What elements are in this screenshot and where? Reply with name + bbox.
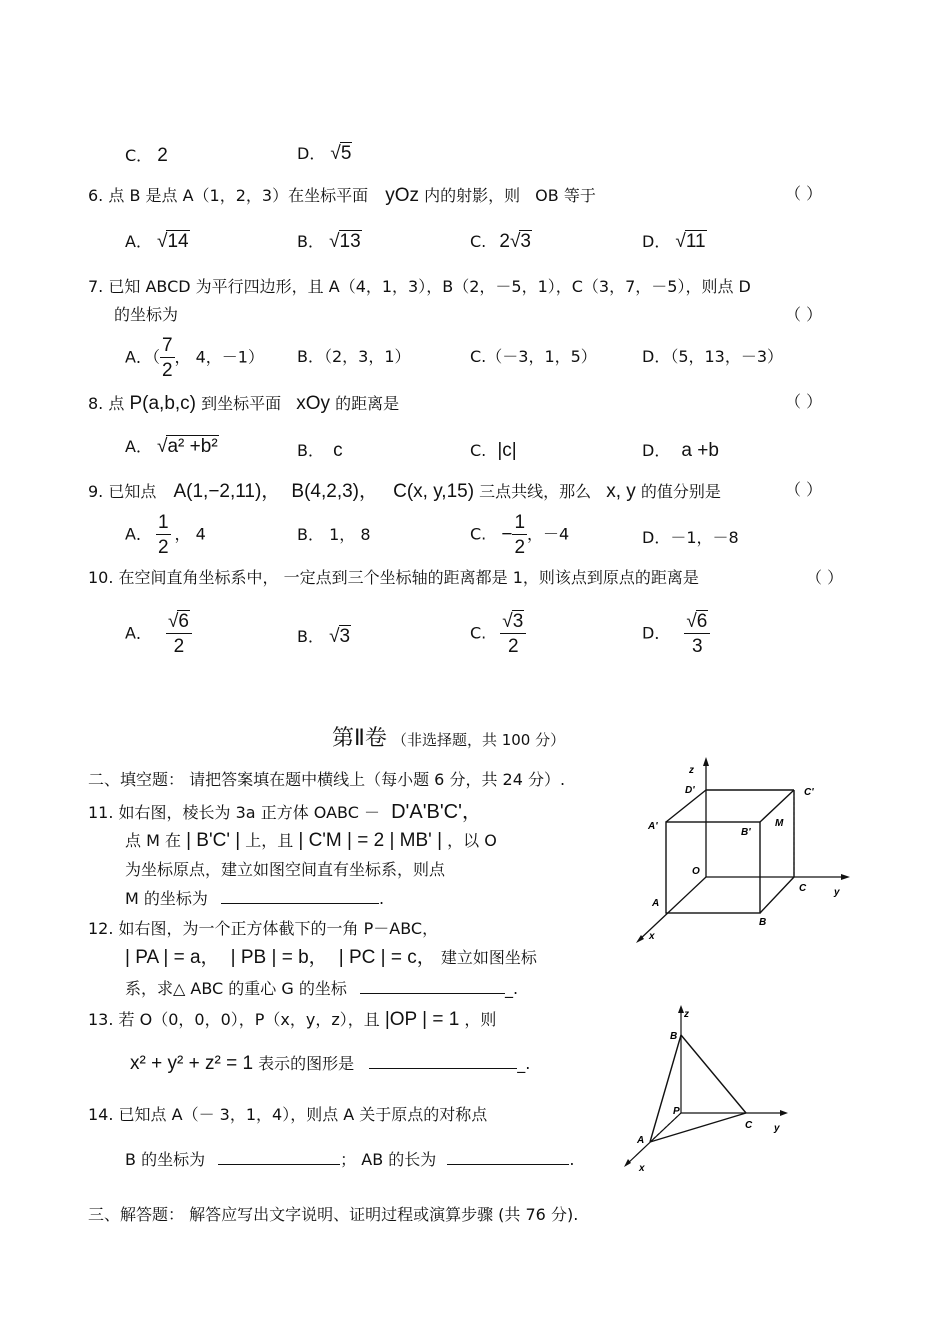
q7-option-a (125, 336, 264, 380)
q13-line-2 (130, 1054, 530, 1073)
q10-option-d: D． $\frac{√6}{3}$ (642, 612, 710, 656)
cube-label-a: A (652, 898, 660, 909)
part2-title (332, 728, 565, 750)
q7-text-2: 的坐标为 (114, 305, 179, 324)
q5-d-radicand: 5 (340, 143, 352, 164)
q9-c-label: C. (470, 524, 487, 544)
q6-answer-paren: （ ） (785, 184, 823, 203)
q10-c-radicand: 3 (512, 611, 524, 632)
q11-text-2c: ，以 O (447, 831, 497, 850)
q9-option-d: D．－1，－8 (642, 528, 739, 547)
q6-b-radicand: 13 (339, 231, 361, 252)
q10-option-c: C. $\frac{√3}{2}$ (470, 612, 526, 656)
q6-a-radicand: 14 (167, 231, 189, 252)
q6-ob: OB (535, 186, 559, 205)
q6-d-radicand: 11 (685, 231, 706, 252)
q12-line-3 (125, 981, 518, 997)
q9-text-3: 的值分别是 (640, 482, 721, 501)
q9-xy: x, y (606, 481, 636, 502)
q6-option-c: C. 2√3 (470, 231, 531, 252)
q9-point-a: A(1,−2,11)， (173, 481, 281, 502)
q9-c-numerator: 1 (514, 512, 526, 533)
q10-a-label: A． (125, 623, 152, 643)
cube-label-o: O (692, 866, 700, 877)
q11-line-1 (88, 802, 482, 822)
q5-d-label: D． (297, 144, 326, 163)
q8-option-a: A． √a² +b² (125, 436, 218, 457)
q6-text-2: 内的射影，则 (424, 186, 521, 205)
q14-blank-b[interactable] (218, 1164, 340, 1165)
q5-c-label: C． (125, 146, 153, 165)
cube-label-b: B (759, 917, 767, 928)
q10-c-label: C. (470, 623, 487, 643)
part2-title-main: 第Ⅱ卷 (332, 726, 387, 751)
q6-d-label: D． (642, 232, 671, 251)
q9-text-2: 三点共线，那么 (479, 482, 592, 501)
cube-label-c: C (799, 883, 807, 894)
q10-answer-paren: （ ） (806, 568, 844, 587)
q8-option-c (470, 441, 517, 460)
q8-stem (88, 394, 399, 413)
q12-line-1: 12. 如右图，为一个正方体截下的一角 P－ABC， (88, 919, 439, 938)
q6-c-label: C. (470, 232, 487, 251)
q8-d-label: D． (642, 441, 671, 460)
q12-end: _. (504, 979, 519, 998)
q9-answer-paren: （ ） (785, 480, 823, 499)
q9-a-rest: ， 4 (174, 524, 206, 544)
q6-text-3: 等于 (563, 186, 596, 205)
q14-text-mid: ； AB 的长为 (340, 1150, 437, 1169)
corner-label-a: A (637, 1135, 645, 1146)
q7-number: 7. (88, 277, 104, 296)
corner-label-x: x (639, 1163, 645, 1173)
q8-c-value: |c| (497, 440, 517, 461)
q13-equation: x² + y² + z² = 1 (130, 1053, 254, 1074)
q7-text: 已知 ABCD 为平行四边形，且 A（4，1，3），B（2，－5，1），C（3，7，－5），则点 D (108, 277, 751, 296)
q9-option-b: B． 1， 8 (297, 525, 371, 544)
q11-answer-blank[interactable] (221, 903, 379, 904)
q7-stem (88, 279, 751, 295)
cube-label-a-prime: A' (648, 821, 658, 832)
q14-line-2 (125, 1152, 574, 1168)
q9-c-sign: − (501, 523, 513, 545)
q6-text: 点 B 是点 A（1，2，3）在坐标平面 (108, 186, 369, 205)
q10-number: 10. (88, 568, 114, 587)
q11-text-2: 点 M 在 (125, 831, 181, 850)
part2-subtitle: （非选择题，共 100 分） (391, 731, 566, 749)
q8-text: 点 (108, 394, 125, 413)
q12-answer-blank[interactable] (360, 993, 505, 994)
q13-op-norm: |OP | = 1 (384, 1009, 460, 1030)
q10-a-denominator: 2 (173, 636, 185, 657)
q7-a-rest: ， 4，－1） (174, 347, 264, 367)
q7-option-c: C.（－3，1，5） (470, 347, 597, 366)
corner-label-y: y (774, 1123, 780, 1134)
q13-answer-blank[interactable] (369, 1068, 517, 1069)
q11-text-4: M 的坐标为 (125, 889, 208, 908)
q11-text: 11. 如右图，棱长为 3a 正方体 OABC － (88, 803, 380, 822)
cube-diagram (634, 755, 852, 950)
cube-figure (634, 755, 852, 950)
q6-stem (88, 186, 596, 205)
q10-stem (88, 570, 699, 586)
cube-label-z: z (689, 765, 694, 776)
q6-number: 6. (88, 186, 104, 205)
q10-d-radicand: 6 (696, 611, 708, 632)
q6-plane: yOz (385, 185, 419, 206)
q8-option-b (297, 441, 343, 460)
cube-label-d-prime: D' (685, 785, 695, 796)
q9-c-denominator: 2 (514, 537, 526, 558)
q9-option-c (470, 513, 569, 557)
q7-a-numerator: 7 (161, 335, 173, 356)
q10-c-denominator: 2 (507, 636, 519, 657)
q11-period: . (379, 889, 385, 908)
q12-pc: | PC | = c， (338, 947, 436, 968)
q8-b-value: c (333, 440, 343, 461)
q13-text-2: 表示的图形是 (258, 1054, 355, 1073)
q14-line-1: 14. 已知点 A（－ 3，1，4），则点 A 关于原点的对称点 (88, 1105, 488, 1124)
q12-line-2 (125, 948, 537, 967)
q9-a-numerator: 1 (157, 512, 169, 533)
q10-option-b: B． √3 (297, 626, 351, 647)
q12-pb: | PB | = b， (230, 947, 328, 968)
corner-label-c: C (745, 1120, 753, 1131)
q8-text-3: 的距离是 (335, 394, 400, 413)
q7-answer-paren: （ ） (785, 305, 823, 324)
q6-option-d: D． √11 (642, 231, 706, 252)
cube-label-m: M (775, 818, 784, 829)
q8-option-d (642, 441, 719, 460)
q9-option-a (125, 513, 206, 557)
q8-point: P(a,b,c) (129, 393, 196, 414)
q11-ratio: | C'M | = 2 | MB' | (298, 830, 443, 851)
q11-text-2b: 上，且 (245, 831, 294, 850)
q10-text: 在空间直角坐标系中， 一定点到三个坐标轴的距离都是 1，则该点到原点的距离是 (118, 568, 699, 587)
q9-number: 9. (88, 482, 104, 501)
q8-plane: xOy (296, 393, 330, 414)
q9-c-rest: ，－4 (527, 524, 570, 544)
q13-end: _. (517, 1054, 531, 1073)
q9-stem (88, 482, 721, 501)
corner-diagram (622, 1003, 790, 1173)
section-3-heading: 三、解答题： 解答应写出文字说明、证明过程或演算步骤 (共 76 分). (88, 1205, 579, 1224)
q7-a-denominator: 2 (161, 360, 173, 381)
cube-label-y: y (834, 887, 840, 898)
q10-d-denominator: 3 (692, 636, 703, 657)
q6-option-a: A． √14 (125, 231, 189, 252)
q13-text-1b: ，则 (464, 1010, 497, 1029)
q13-text: 13. 若 O（0，0，0），P（x，y，z），且 (88, 1010, 380, 1029)
section-2-heading: 二、填空题： 请把答案填在题中横线上（每小题 6 分，共 24 分）. (88, 770, 566, 789)
q7-option-d: D．（5，13，－3） (642, 347, 784, 366)
q10-d-label: D． (642, 623, 671, 643)
q10-a-radicand: 6 (178, 611, 189, 632)
q8-a-label: A． (125, 437, 152, 456)
q12-text-2b: 建立如图坐标 (440, 948, 537, 967)
q8-b-label: B． (297, 441, 324, 460)
q5-option-c (125, 146, 168, 165)
q6-b-label: B． (297, 232, 324, 251)
q5-option-d: D． √5 (297, 143, 352, 164)
q11-line-4 (125, 891, 384, 907)
q10-b-radicand: 3 (339, 626, 351, 647)
q8-number: 8. (88, 394, 104, 413)
q6-c-coef: 2 (499, 231, 510, 252)
q7-a-label: A．（ (125, 347, 160, 367)
q9-point-c: C(x, y,15) (393, 481, 475, 502)
q8-text-2: 到坐标平面 (201, 394, 282, 413)
q8-c-label: C. (470, 441, 487, 460)
q11-cube-name: D'A'B'C'， (391, 801, 482, 823)
cube-label-b-prime: B' (741, 827, 751, 838)
q14-end: . (569, 1150, 575, 1169)
corner-figure (622, 1003, 790, 1173)
q11-line-2 (125, 831, 497, 850)
cube-label-x: x (649, 931, 655, 942)
q8-a-radicand: a² +b² (167, 436, 218, 457)
corner-label-b: B (670, 1031, 678, 1042)
q14-text-2: B 的坐标为 (125, 1150, 206, 1169)
corner-label-z: z (684, 1009, 689, 1020)
q6-c-radicand: 3 (520, 231, 531, 252)
q10-option-a: A． $\frac{√6}{2}$ (125, 612, 192, 656)
q5-c-value: 2 (157, 145, 168, 166)
q12-pa: | PA | = a， (125, 947, 220, 968)
q9-a-label: A． (125, 524, 152, 544)
q8-d-value: a +b (681, 440, 719, 461)
q11-line-3: 为坐标原点，建立如图空间直有坐标系，则点 (125, 860, 446, 879)
q14-blank-ab[interactable] (447, 1164, 569, 1165)
q12-text-3: 系，求△ ABC 的重心 G 的坐标 (125, 979, 347, 998)
q9-text: 已知点 (108, 482, 157, 501)
q13-line-1 (88, 1010, 496, 1029)
q9-a-denominator: 2 (157, 537, 169, 558)
q10-b-label: B． (297, 627, 324, 646)
q9-point-b: B(4,2,3)， (291, 481, 378, 502)
q7-option-b: B．（2，3，1） (297, 347, 411, 366)
q8-answer-paren: （ ） (785, 392, 823, 411)
corner-label-p: P (673, 1106, 680, 1117)
q6-a-label: A． (125, 232, 152, 251)
q11-segment-bc: | B'C' | (186, 830, 241, 851)
cube-label-c-prime: C' (804, 787, 814, 798)
q6-option-b: B． √13 (297, 231, 361, 252)
